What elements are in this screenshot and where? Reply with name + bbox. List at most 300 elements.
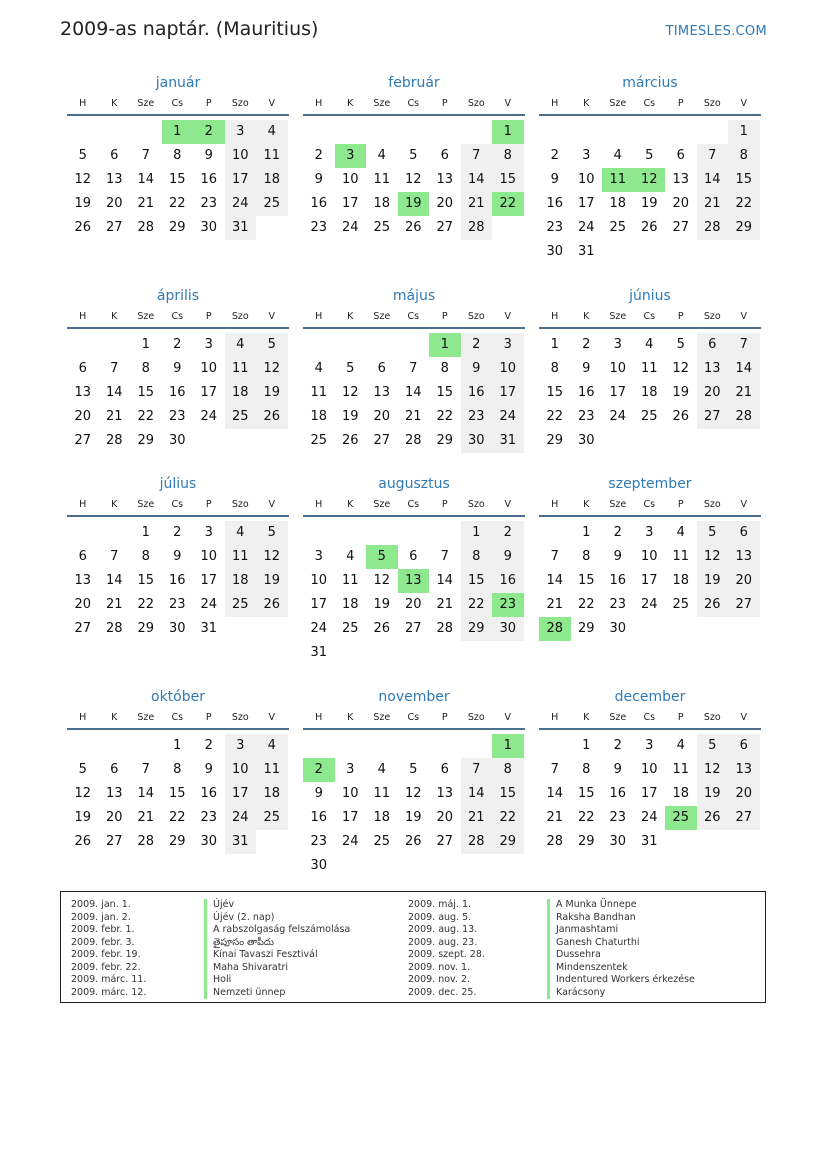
day-empty: [130, 120, 162, 144]
day-cell: 9: [173, 361, 182, 376]
holiday-name: Janmashtami: [547, 924, 736, 937]
weekday-label: H: [79, 98, 87, 109]
day-cell: 28: [461, 830, 493, 854]
day-cell-holiday: 22: [492, 192, 524, 216]
day-cell: 13: [373, 385, 391, 400]
holiday-date: 2009. jan. 2.: [71, 911, 131, 923]
day-cell: 25: [609, 220, 627, 235]
day-cell: 20: [728, 569, 760, 593]
day-empty: [366, 333, 398, 357]
day-cell: 24: [577, 220, 595, 235]
day-cell: 1: [141, 337, 150, 352]
weekday-label: V: [268, 311, 275, 322]
weekday-label: H: [551, 311, 559, 322]
day-empty: [461, 734, 493, 758]
day-cell: 13: [105, 786, 123, 801]
day-cell: 4: [377, 148, 386, 163]
day-cell: 6: [409, 549, 418, 564]
day-cell: 12: [404, 786, 422, 801]
day-cell: 25: [225, 593, 257, 617]
weekday-label: H: [551, 499, 559, 510]
day-cell: 2: [582, 337, 591, 352]
day-cell: 30: [461, 429, 493, 453]
day-cell: 4: [256, 734, 288, 758]
day-cell: 30: [609, 621, 627, 636]
holiday-name: Indentured Workers érkezése: [547, 974, 736, 987]
day-cell: 23: [200, 196, 218, 211]
day-cell: 21: [105, 409, 123, 424]
weekday-header: [303, 94, 525, 116]
holiday-date: 2009. szept. 28.: [408, 949, 485, 960]
month-2: [303, 72, 525, 240]
day-cell: 9: [613, 549, 622, 564]
weekday-label: V: [740, 499, 747, 510]
day-cell: 8: [492, 144, 524, 168]
day-empty: [697, 120, 729, 144]
day-empty: [335, 521, 367, 545]
day-empty: [366, 521, 398, 545]
day-empty: [665, 120, 697, 144]
day-empty: [335, 333, 367, 357]
day-cell: 20: [74, 597, 92, 612]
day-grid: [303, 521, 525, 665]
day-cell: 16: [168, 385, 186, 400]
month-4: [67, 285, 289, 453]
day-cell: 19: [404, 810, 422, 825]
holiday-date: 2009. márc. 12.: [71, 986, 147, 998]
day-empty: [366, 734, 398, 758]
day-cell: 15: [492, 782, 524, 806]
day-cell: 13: [436, 786, 454, 801]
day-cell: 1: [550, 337, 559, 352]
weekday-label: Sze: [609, 311, 627, 322]
day-cell: 24: [225, 192, 257, 216]
weekday-label: Sze: [137, 311, 155, 322]
day-cell: 20: [105, 196, 123, 211]
day-cell: 15: [137, 385, 155, 400]
day-cell: 5: [78, 148, 87, 163]
day-cell: 7: [461, 758, 493, 782]
day-cell: 16: [546, 196, 564, 211]
day-cell: 24: [200, 597, 218, 612]
day-cell: 29: [728, 216, 760, 240]
day-cell: 25: [225, 405, 257, 429]
day-empty: [602, 120, 634, 144]
day-grid: [303, 734, 525, 878]
day-cell: 29: [461, 617, 493, 641]
day-cell: 17: [200, 573, 218, 588]
holiday-date: 2009. febr. 1.: [71, 924, 135, 935]
day-cell: 18: [373, 196, 391, 211]
day-cell: 11: [672, 549, 690, 564]
day-cell: 22: [168, 196, 186, 211]
day-cell: 3: [492, 333, 524, 357]
day-cell: 8: [582, 762, 591, 777]
day-cell: 23: [546, 220, 564, 235]
day-cell: 25: [256, 806, 288, 830]
weekday-header: [67, 495, 289, 517]
day-cell: 19: [256, 381, 288, 405]
weekday-label: Szo: [467, 499, 485, 510]
day-cell: 20: [697, 381, 729, 405]
day-cell: 14: [697, 168, 729, 192]
day-cell: 18: [609, 196, 627, 211]
holiday-name: Holi: [204, 974, 393, 987]
day-cell: 1: [582, 738, 591, 753]
day-cell: 15: [461, 569, 493, 593]
weekday-label: V: [740, 98, 747, 109]
day-cell: 3: [582, 148, 591, 163]
day-cell: 24: [640, 597, 658, 612]
day-cell: 7: [141, 148, 150, 163]
weekday-label: Szo: [467, 98, 485, 109]
day-cell: 21: [546, 597, 564, 612]
day-cell: 23: [168, 597, 186, 612]
day-cell: 22: [168, 810, 186, 825]
day-cell: 6: [377, 361, 386, 376]
day-cell: 6: [78, 549, 87, 564]
weekday-label: Cs: [407, 712, 420, 723]
day-cell: 10: [225, 758, 257, 782]
month-5: [303, 285, 525, 453]
day-cell-holiday: 5: [366, 545, 398, 569]
day-grid: [67, 120, 289, 240]
day-cell-holiday: 11: [602, 168, 634, 192]
day-cell: 26: [256, 405, 288, 429]
day-empty: [67, 521, 99, 545]
day-empty: [571, 120, 603, 144]
month-name: november: [378, 689, 450, 705]
day-cell: 18: [672, 786, 690, 801]
day-cell: 27: [105, 220, 123, 235]
month-12: [539, 686, 761, 854]
day-cell-holiday: 12: [634, 168, 666, 192]
day-empty: [67, 734, 99, 758]
day-cell-holiday: 13: [398, 569, 430, 593]
day-cell: 11: [225, 357, 257, 381]
day-cell-holiday: 2: [193, 120, 225, 144]
day-cell: 27: [436, 220, 454, 235]
day-cell: 10: [200, 549, 218, 564]
day-cell: 19: [640, 196, 658, 211]
day-cell: 23: [609, 597, 627, 612]
day-empty: [634, 120, 666, 144]
day-cell: 21: [461, 806, 493, 830]
weekday-label: K: [347, 499, 354, 510]
day-cell: 16: [492, 569, 524, 593]
day-cell: 18: [225, 381, 257, 405]
day-cell: 26: [256, 593, 288, 617]
day-grid: [67, 333, 289, 453]
weekday-label: P: [441, 499, 448, 510]
day-cell-holiday: 19: [398, 192, 430, 216]
day-cell: 16: [461, 381, 493, 405]
weekday-label: K: [347, 712, 354, 723]
day-cell: 22: [461, 593, 493, 617]
day-cell: 17: [640, 786, 658, 801]
holiday-date: 2009. dec. 25.: [408, 986, 477, 998]
day-cell: 15: [728, 168, 760, 192]
weekday-header: [539, 94, 761, 116]
day-empty: [398, 734, 430, 758]
day-grid: [67, 734, 289, 854]
day-empty: [99, 734, 131, 758]
day-cell: 13: [74, 573, 92, 588]
weekday-label: Szo: [703, 712, 721, 723]
day-cell: 12: [256, 545, 288, 569]
day-cell: 22: [577, 810, 595, 825]
day-cell-holiday: 23: [492, 593, 524, 617]
day-cell: 28: [546, 834, 564, 849]
day-cell: 1: [461, 521, 493, 545]
weekday-label: V: [504, 98, 511, 109]
day-cell: 28: [137, 834, 155, 849]
day-cell: 15: [168, 172, 186, 187]
day-cell: 17: [341, 810, 359, 825]
day-empty: [539, 120, 571, 144]
month-name: március: [622, 75, 678, 91]
weekday-header: [539, 708, 761, 730]
day-empty: [303, 120, 335, 144]
day-cell: 5: [697, 521, 729, 545]
day-cell: 26: [697, 806, 729, 830]
day-cell: 7: [409, 361, 418, 376]
weekday-label: Szo: [231, 98, 249, 109]
day-cell: 24: [609, 409, 627, 424]
day-cell: 7: [110, 549, 119, 564]
day-empty: [67, 120, 99, 144]
day-cell: 20: [74, 409, 92, 424]
day-empty: [303, 521, 335, 545]
day-cell: 11: [672, 762, 690, 777]
day-cell: 9: [613, 762, 622, 777]
day-cell: 1: [728, 120, 760, 144]
weekday-label: V: [504, 499, 511, 510]
day-cell: 14: [404, 385, 422, 400]
day-cell-holiday: 28: [539, 617, 571, 641]
day-cell: 10: [225, 144, 257, 168]
day-cell: 9: [314, 172, 323, 187]
day-cell: 26: [74, 220, 92, 235]
month-1: [67, 72, 289, 240]
weekday-label: H: [551, 98, 559, 109]
day-cell: 9: [204, 762, 213, 777]
day-cell: 11: [341, 573, 359, 588]
day-cell: 3: [204, 337, 213, 352]
weekday-label: Sze: [373, 98, 391, 109]
weekday-label: Sze: [609, 499, 627, 510]
month-name: február: [388, 75, 440, 91]
day-cell: 14: [436, 573, 454, 588]
day-cell: 23: [609, 810, 627, 825]
day-cell: 29: [577, 621, 595, 636]
day-cell: 19: [672, 385, 690, 400]
day-cell: 12: [672, 361, 690, 376]
day-cell: 23: [577, 409, 595, 424]
day-cell: 14: [105, 573, 123, 588]
brand-link[interactable]: TIMESLES.COM: [665, 24, 767, 39]
day-cell: 8: [550, 361, 559, 376]
weekday-label: H: [315, 311, 323, 322]
day-empty: [398, 521, 430, 545]
day-grid: [303, 120, 525, 240]
day-cell: 18: [225, 569, 257, 593]
day-cell: 31: [225, 830, 257, 854]
day-empty: [99, 120, 131, 144]
day-cell: 8: [141, 549, 150, 564]
month-name: december: [614, 689, 686, 705]
day-cell: 27: [74, 433, 92, 448]
day-cell: 17: [492, 381, 524, 405]
day-cell: 10: [577, 172, 595, 187]
day-empty: [429, 120, 461, 144]
weekday-label: Cs: [171, 499, 184, 510]
day-cell: 5: [409, 762, 418, 777]
day-cell: 4: [645, 337, 654, 352]
day-cell: 26: [341, 433, 359, 448]
day-cell: 3: [314, 549, 323, 564]
day-empty: [130, 734, 162, 758]
day-grid: [539, 521, 761, 641]
day-cell: 26: [373, 621, 391, 636]
weekday-label: H: [315, 98, 323, 109]
day-cell: 23: [310, 834, 328, 849]
weekday-header: [303, 307, 525, 329]
day-cell: 2: [204, 738, 213, 753]
day-cell: 13: [672, 172, 690, 187]
weekday-label: K: [111, 98, 118, 109]
day-cell: 20: [436, 810, 454, 825]
weekday-label: P: [677, 712, 684, 723]
weekday-label: Cs: [407, 98, 420, 109]
day-cell: 15: [546, 385, 564, 400]
day-cell: 22: [492, 806, 524, 830]
day-cell: 24: [492, 405, 524, 429]
weekday-label: Szo: [703, 311, 721, 322]
day-cell: 9: [550, 172, 559, 187]
day-empty: [67, 333, 99, 357]
weekday-label: Sze: [137, 712, 155, 723]
day-cell: 17: [310, 597, 328, 612]
page-title: 2009-as naptár. (Mauritius): [60, 18, 319, 40]
day-cell: 12: [697, 545, 729, 569]
weekday-label: Cs: [407, 311, 420, 322]
day-cell: 4: [225, 521, 257, 545]
day-cell: 12: [256, 357, 288, 381]
day-cell: 20: [672, 196, 690, 211]
weekday-label: K: [583, 712, 590, 723]
weekday-label: V: [268, 499, 275, 510]
weekday-label: K: [583, 311, 590, 322]
holiday-date: 2009. aug. 5.: [408, 911, 472, 923]
weekday-label: Szo: [231, 311, 249, 322]
weekday-label: H: [315, 712, 323, 723]
day-cell: 6: [110, 148, 119, 163]
day-cell: 18: [341, 597, 359, 612]
day-cell: 11: [225, 545, 257, 569]
day-cell: 14: [546, 786, 564, 801]
day-cell: 11: [310, 385, 328, 400]
day-cell: 8: [582, 549, 591, 564]
day-cell: 13: [728, 758, 760, 782]
day-cell: 2: [613, 525, 622, 540]
day-cell: 21: [546, 810, 564, 825]
day-cell: 27: [436, 834, 454, 849]
day-cell: 29: [137, 433, 155, 448]
weekday-label: P: [205, 499, 212, 510]
weekday-label: P: [677, 98, 684, 109]
day-empty: [429, 521, 461, 545]
day-cell: 13: [74, 385, 92, 400]
month-6: [539, 285, 761, 453]
day-cell: 15: [577, 786, 595, 801]
day-cell: 17: [225, 782, 257, 806]
day-cell: 27: [404, 621, 422, 636]
day-cell: 20: [404, 597, 422, 612]
day-empty: [461, 120, 493, 144]
weekday-label: Sze: [373, 311, 391, 322]
holiday-date: 2009. márc. 11.: [71, 974, 147, 985]
weekday-label: H: [79, 311, 87, 322]
month-9: [539, 473, 761, 641]
weekday-label: Cs: [171, 311, 184, 322]
day-cell: 24: [200, 409, 218, 424]
weekday-label: Sze: [137, 98, 155, 109]
day-cell: 29: [168, 220, 186, 235]
day-cell: 10: [609, 361, 627, 376]
day-cell: 9: [492, 545, 524, 569]
day-cell: 10: [640, 762, 658, 777]
weekday-header: [67, 708, 289, 730]
day-cell: 7: [728, 333, 760, 357]
day-cell: 25: [310, 433, 328, 448]
day-cell: 6: [728, 521, 760, 545]
day-cell: 5: [645, 148, 654, 163]
day-cell: 16: [577, 385, 595, 400]
day-cell: 13: [697, 357, 729, 381]
holiday-legend: [60, 891, 766, 1003]
weekday-label: H: [79, 712, 87, 723]
day-cell: 29: [492, 830, 524, 854]
holiday-date: 2009. febr. 19.: [71, 949, 141, 960]
weekday-label: V: [268, 98, 275, 109]
day-cell: 12: [404, 172, 422, 187]
day-cell: 4: [314, 361, 323, 376]
day-cell: 25: [256, 192, 288, 216]
day-cell: 16: [168, 573, 186, 588]
weekday-header: [303, 708, 525, 730]
holiday-date: 2009. nov. 2.: [408, 974, 471, 985]
day-cell: 9: [461, 357, 493, 381]
day-cell: 5: [346, 361, 355, 376]
weekday-label: H: [551, 712, 559, 723]
day-cell: 8: [440, 361, 449, 376]
day-cell: 28: [697, 216, 729, 240]
day-cell: 20: [728, 782, 760, 806]
day-cell: 18: [256, 782, 288, 806]
day-cell: 14: [546, 573, 564, 588]
day-cell: 3: [645, 525, 654, 540]
holiday-name: A Munka Ünnepe: [547, 899, 736, 912]
day-cell: 17: [609, 385, 627, 400]
day-cell: 10: [492, 357, 524, 381]
day-cell: 4: [256, 120, 288, 144]
day-cell: 2: [613, 738, 622, 753]
day-cell: 16: [609, 786, 627, 801]
weekday-label: Cs: [407, 499, 420, 510]
weekday-label: Szo: [231, 499, 249, 510]
weekday-label: V: [268, 712, 275, 723]
